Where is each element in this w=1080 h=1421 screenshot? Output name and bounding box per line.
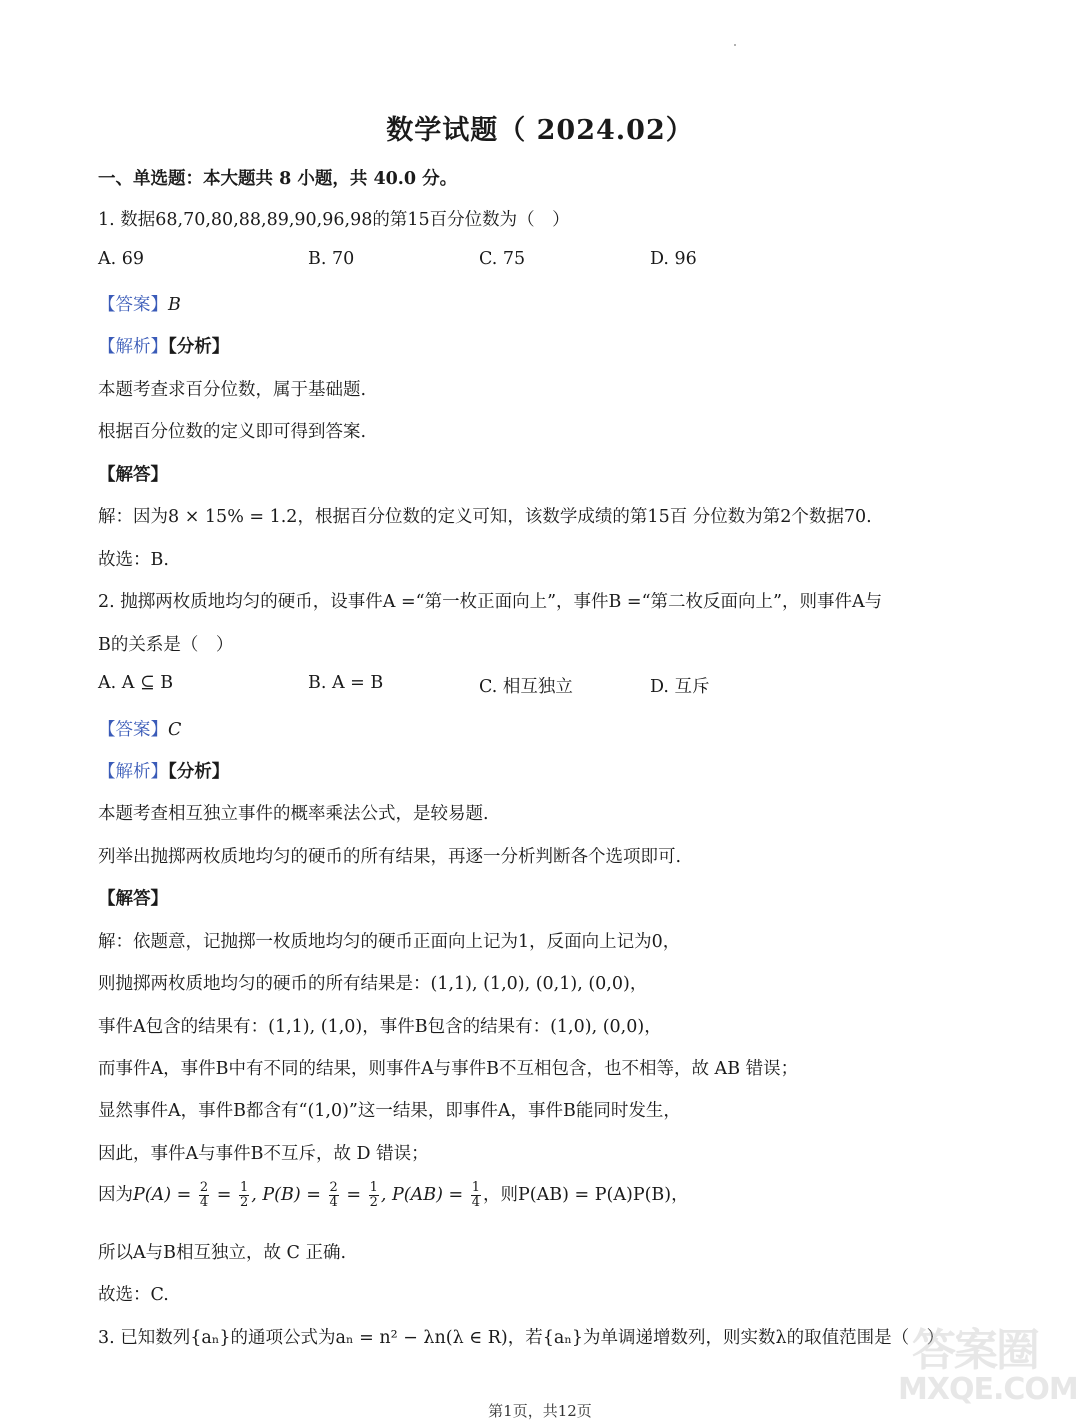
answer-value: C bbox=[168, 720, 182, 740]
equals: = bbox=[346, 1185, 362, 1205]
page-footer: 第1页，共12页 bbox=[488, 1402, 592, 1420]
q2-solution-line: 事件A包含的结果有：(1,1), (1,0)，事件B包含的结果有：(1,0), (0,0)， bbox=[98, 1017, 662, 1037]
q1-analysis-line: 本题考查求百分位数，属于基础题. bbox=[98, 380, 367, 400]
q1-option-a: A. 69 bbox=[98, 249, 145, 269]
q2-solution-line: 解：依题意，记抛掷一枚质地均匀的硬币正面向上记为1，反面向上记为0， bbox=[98, 932, 681, 952]
q2-option-c: C. 相互独立 bbox=[479, 677, 573, 697]
q1-option-d: D. 96 bbox=[650, 249, 697, 269]
answer-tag: 【答案】 bbox=[98, 295, 168, 315]
prob-pa: P(A) = bbox=[133, 1185, 192, 1205]
q2-solution-heading: 【解答】 bbox=[98, 889, 168, 909]
q2-solution-line: 显然事件A，事件B都含有“(1,0)”这一结果，即事件A，事件B能同时发生， bbox=[98, 1101, 681, 1121]
page-title: 数学试题（ 2024.02） bbox=[386, 115, 694, 146]
prob-prefix: 因为 bbox=[98, 1185, 133, 1205]
q2-analysis-line: 列举出抛掷两枚质地均匀的硬币的所有结果，再逐一分析判断各个选项即可. bbox=[98, 847, 682, 867]
q1-option-b: B. 70 bbox=[308, 249, 355, 269]
analysis-head: 【分析】 bbox=[168, 762, 230, 782]
q1-answer bbox=[98, 291, 181, 316]
q2-solution-line: 因此，事件A与事件B不互斥，故 D 错误； bbox=[98, 1144, 429, 1164]
q1-option-c: C. 75 bbox=[479, 249, 526, 269]
q1-analysis-line: 根据百分位数的定义即可得到答案. bbox=[98, 422, 367, 442]
q2-analysis-line: 本题考查相互独立事件的概率乘法公式，是较易题. bbox=[98, 804, 489, 824]
q2-option-d: D. 互斥 bbox=[650, 677, 710, 697]
fraction: $\frac{1}{2}$ bbox=[369, 1180, 378, 1210]
fraction: $\frac{2}{4}$ bbox=[199, 1180, 209, 1210]
prob-pb: , P(B) = bbox=[251, 1185, 321, 1205]
prob-tail: ，则P(AB) = P(A)P(B)， bbox=[483, 1185, 689, 1205]
q2-stem-line: B的关系是（ ） bbox=[98, 635, 234, 655]
fraction: $\frac{2}{4}$ bbox=[329, 1180, 338, 1210]
q2-solution-line: 则抛掷两枚质地均匀的硬币的所有结果是：(1,1), (1,0), (0,1), (0,0)， bbox=[98, 974, 648, 994]
q1-analysis-heading bbox=[98, 333, 229, 358]
q2-solution-line: 所以A与B相互独立，故 C 正确. bbox=[98, 1243, 347, 1263]
prob-pab: , P(AB) = bbox=[380, 1185, 464, 1205]
q2-answer bbox=[98, 716, 181, 741]
analysis-tag: 【解析】 bbox=[98, 762, 168, 782]
analysis-head: 【分析】 bbox=[168, 337, 230, 357]
q2-probability-line bbox=[98, 1180, 689, 1210]
q2-option-b: B. A = B bbox=[308, 673, 384, 693]
q1-solution-line: 解：因为8 × 15% = 1.2，根据百分位数的定义可知，该数学成绩的第15百 分位数为第2个数据70. bbox=[98, 507, 872, 527]
analysis-tag: 【解析】 bbox=[98, 337, 168, 357]
speck bbox=[734, 44, 736, 46]
answer-value: B bbox=[168, 295, 181, 315]
q3-stem: 3. 已知数列{aₙ}的通项公式为aₙ = n² − λn(λ ∈ R)，若{aₙ}为单调递增数列，则实数λ的取值范围是（ ） bbox=[98, 1328, 945, 1348]
q1-stem: 1. 数据68,70,80,88,89,90,96,98的第15百分位数为（ ） bbox=[98, 210, 570, 230]
q1-solution-heading: 【解答】 bbox=[98, 465, 168, 485]
watermark-text: 答案圈 bbox=[912, 1325, 1038, 1376]
fraction: $\frac{1}{2}$ bbox=[239, 1180, 249, 1210]
section-heading: 一、单选题：本大题共 8 小题，共 40.0 分。 bbox=[98, 169, 458, 189]
q2-solution-line: 而事件A，事件B中有不同的结果，则事件A与事件B不互相包含，也不相等，故 AB 错误； bbox=[98, 1059, 799, 1079]
q2-option-a: A. A ⊆ B bbox=[98, 673, 174, 693]
watermark-url: MXQE.COM bbox=[898, 1372, 1078, 1407]
answer-tag: 【答案】 bbox=[98, 720, 168, 740]
q2-stem-line: 2. 抛掷两枚质地均匀的硬币，设事件A =“第一枚正面向上”，事件B =“第二枚反面向上”，则事件A与 bbox=[98, 592, 883, 612]
q2-solution-line: 故选：C. bbox=[98, 1285, 169, 1305]
q1-solution-line: 故选：B. bbox=[98, 550, 169, 570]
q2-analysis-heading bbox=[98, 758, 229, 783]
fraction: $\frac{1}{4}$ bbox=[471, 1180, 481, 1210]
equals: = bbox=[216, 1185, 232, 1205]
